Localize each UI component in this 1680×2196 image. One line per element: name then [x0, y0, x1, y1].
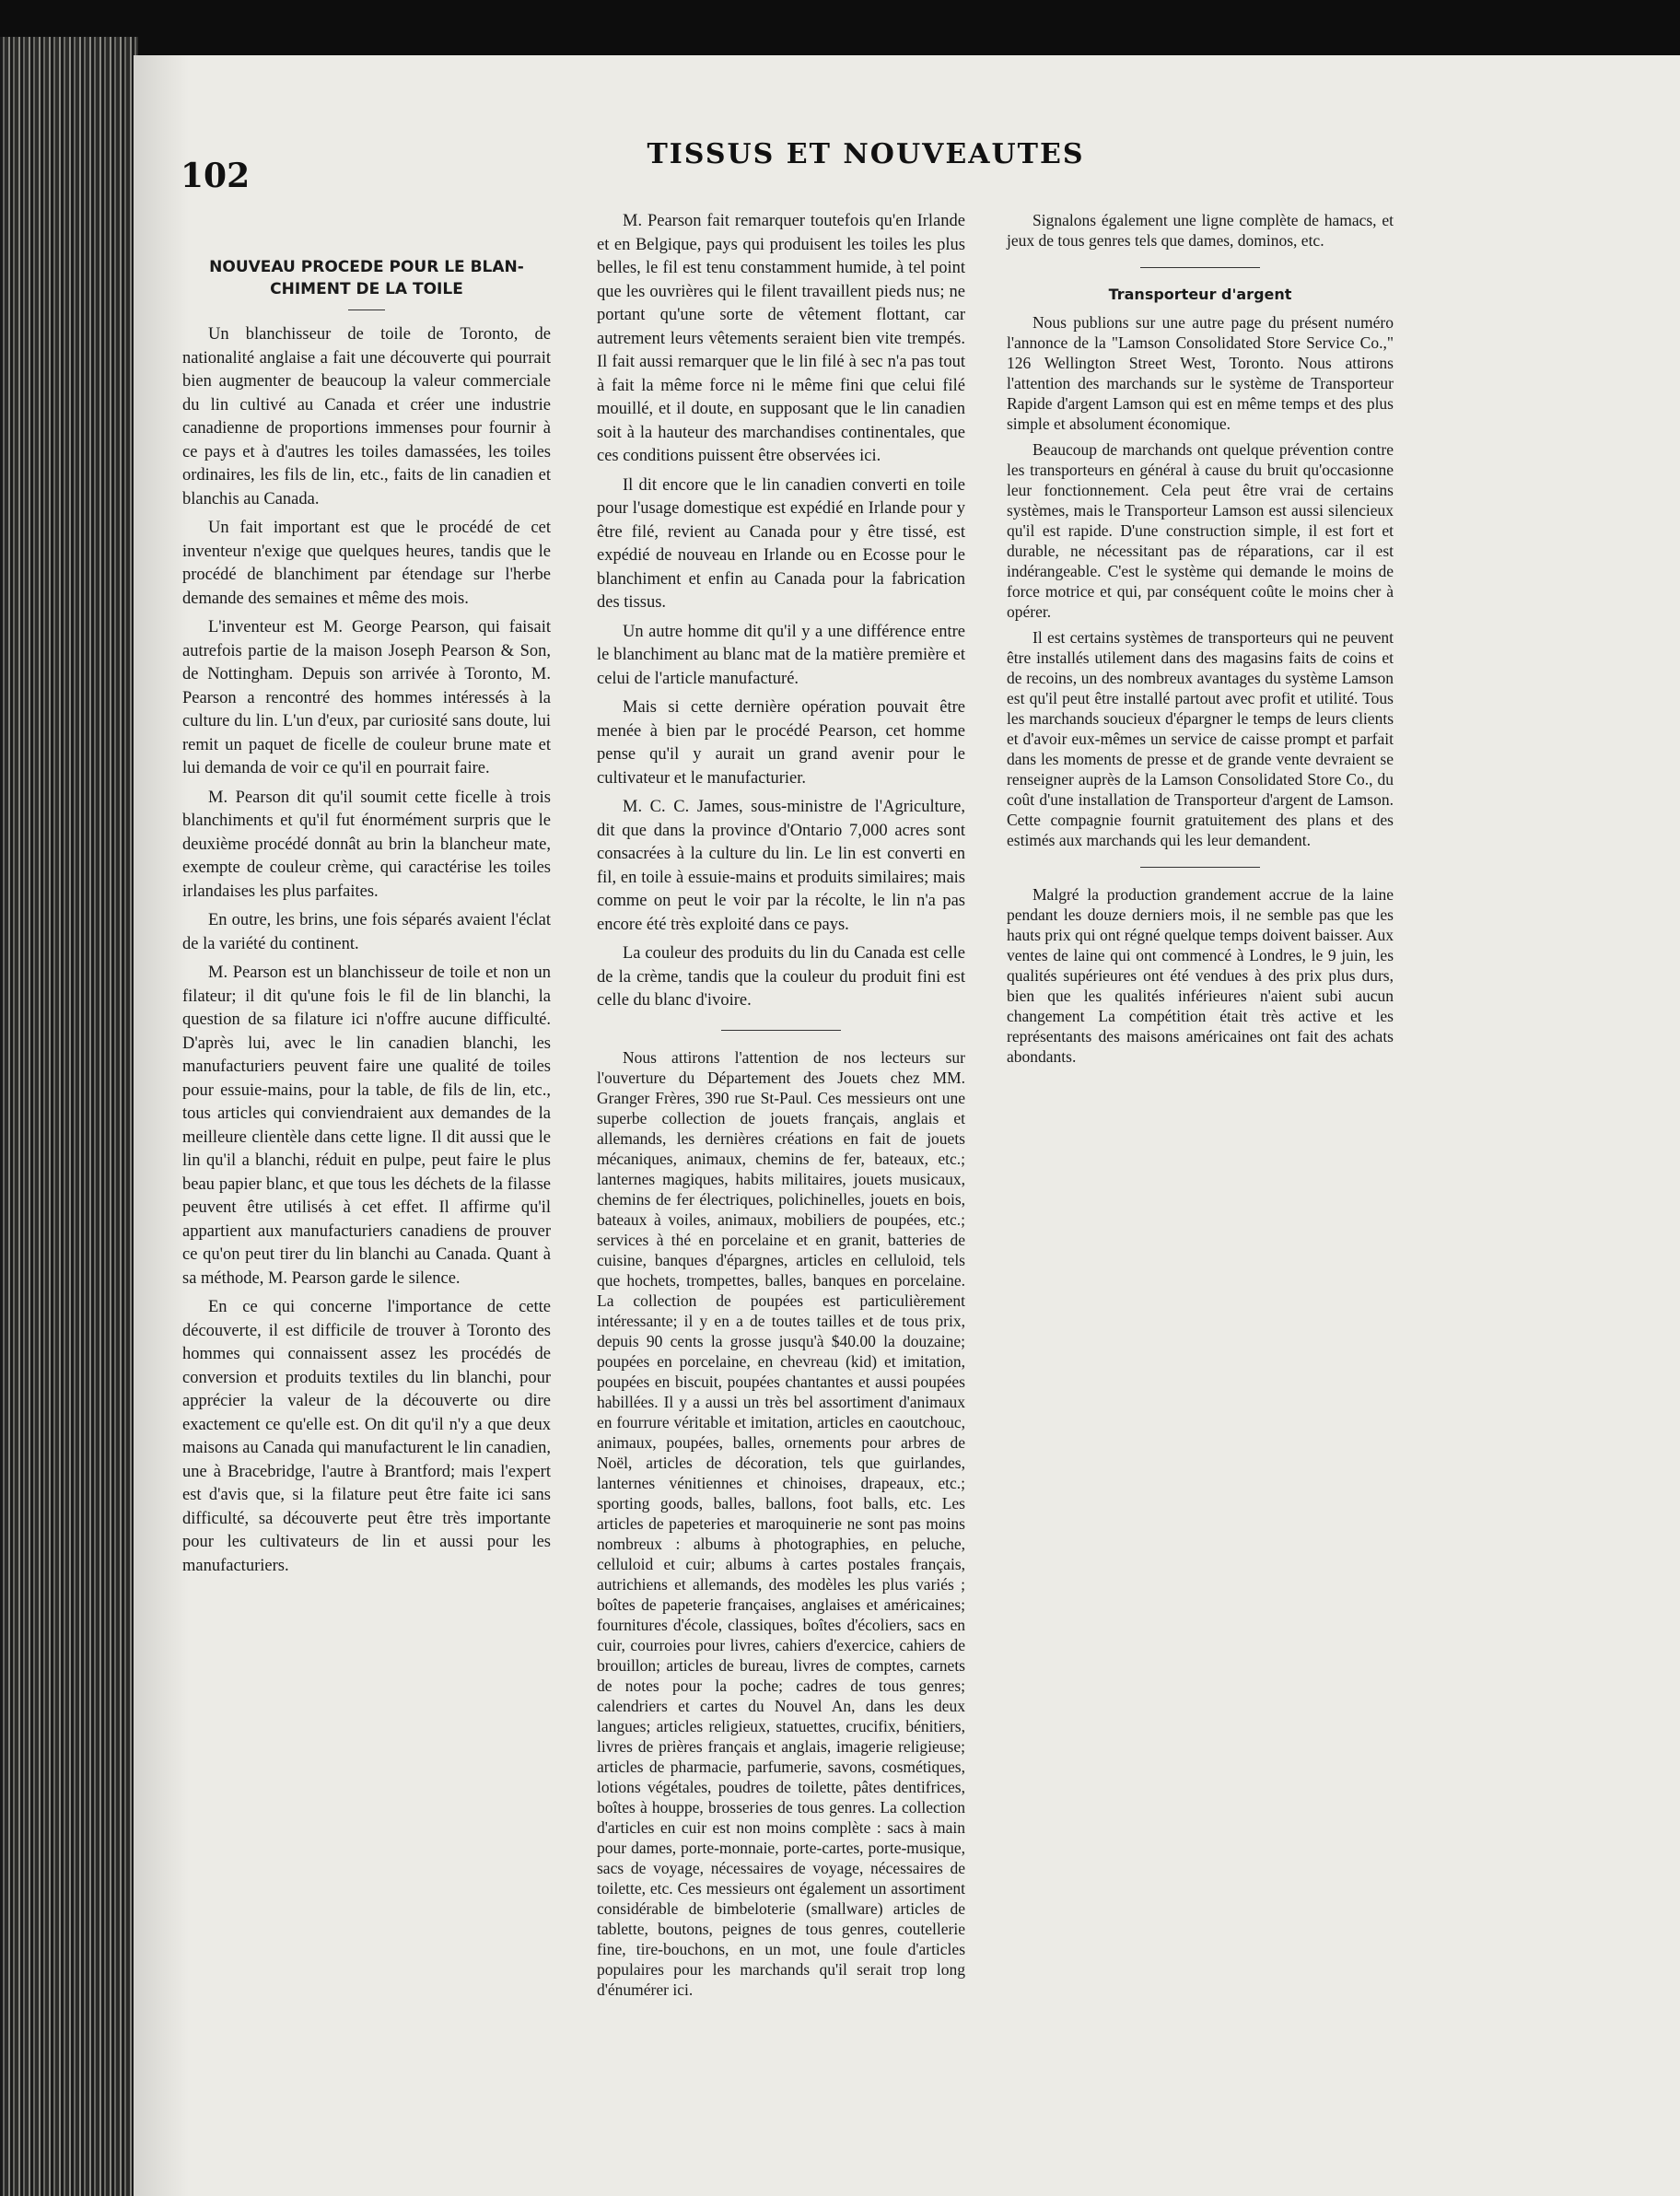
article2-paragraph: Nous attirons l'attention de nos lecteurs sur l'ouverture du Département des Jouets chez MM. Granger Frères, 390 rue St-Paul. Ces messieurs ont une superbe collection de jouets français, anglais et allemands, les dernières créations en fait de jouets mécaniques, animaux, chemins de fer, bateaux, etc.; lanternes magiques, habits militaires, jouets musicaux, chemins de fer électriques, polichinelles, jouets en bois, bateaux à voiles, animaux, mobiliers de poupées, etc.; services à thé en porcelaine et en granit, batteries de cuisine, banques d'épargnes, articles en celluloid, tels que hochets, trompettes, balles, banques en porcelaine. La collection de poupées est particulièrement intéressante; il y en a de toutes tailles et de tous prix, depuis 90 cents la grosse jusqu'à $40.00 la douzaine; poupées en porcelaine, en chevreau (kid) et imitation, poupées en biscuit, poupées chantantes et aussi poupées habillées. Il y a aussi un très bel assortiment d'animaux en fourrure véritable et imitation, articles en caoutchouc, animaux, poupées, balles, ornements pour arbres de Noël, articles de décoration, tels que guirlandes, lanternes vénitiennes et chinoises, drapeaux, etc.; sporting goods, balles, ballons, foot balls, etc. Les articles de papeteries et maroquinerie ne sont pas moins nombreux : albums à photographies, en peluche, celluloid et cuir; albums à cartes postales français, autrichiens et allemands, des modèles les plus variés ; boîtes de papeterie françaises, anglaises et américaines; fournitures d'école, classiques, boîtes d'écoliers, sacs en cuir, courroies pour livres, cahiers d'exercice, cahiers de brouillon; articles de bureau, livres de comptes, carnets de notes pour la poche; cadres de tous genres; calendriers et cartes du Nouvel An, dans les deux langues; articles religieux, statuettes, crucifix, bénitiers, livres de prières français et anglais, imagerie religieuse; articles de pharmacie, parfumerie, savons, cosmétiques, lotions végétales, poudres de toilette, pâtes dentifrices, boîtes à houppe, brosseries de tous genres. La collection d'articles en cuir est non moins complète : sacs à main pour dames, porte-monnaie, porte-cartes, porte-musique, sacs de voyage, nécessaires de voyage, nécessaires de toilette, etc. Ces messieurs ont également un assortiment considérable de bimbeloterie (smallware) articles de tablette, boutons, peignes de tous genres, coutellerie fine, tire-bouchons, en un mot, une foule d'articles populaires pour les marchands qu'il serait trop long d'énumérer ici.	[597, 1047, 965, 1999]
article3-title: Transporteur d'argent	[1108, 286, 1292, 303]
article3-paragraph: Nous publions sur une autre page du présent numéro l'annonce de la "Lamson Consolidated Store Service Co.," 126 Wellington Street West, Toronto. Nous attirons l'attention des marchands sur le système de Transporteur Rapide d'argent Lamson qui est en même temps et des plus simple et absolument économique.	[1007, 313, 1394, 433]
article1-paragraph: Un fait important est que le procédé de cet inventeur n'exige que quelques heures, tandis que le procédé de blanchiment par étendage sur l'herbe demande des semaines et même des mois.	[182, 519, 551, 608]
section-rule	[1140, 267, 1260, 268]
article1-paragraph: L'inventeur est M. George Pearson, qui faisait autrefois partie de la maison Joseph Pearson & Son, de Nottingham. Depuis son arrivée à Toronto, M. Pearson a rencontré des hommes intéressés à la culture du lin. L'un d'eux, par curiosité sans doute, lui remit un paquet de ficelle de couleur brune mate et lui demanda de voir ce qu'il en pourrait faire.	[182, 618, 551, 777]
article1-paragraph: La couleur des produits du lin du Canada est celle de la crème, tandis que la couleur du produit fini est celle du blanc d'ivoire.	[597, 944, 965, 1010]
page-number: 102	[181, 157, 251, 195]
column-3	[1007, 210, 1394, 1072]
running-title: TISSUS ET NOUVEAUTES	[647, 138, 1085, 170]
article1-paragraph: Un blanchisseur de toile de Toronto, de nationalité anglaise a fait une découverte qui pourrait bien augmenter de beaucoup la valeur commerciale du lin cultivé au Canada et créer une industrie canadienne de proportions immenses pour fournir à ce pays et à d'autres les toiles damassées, les toiles ordinaires, les fils de lin, etc., faits de lin canadien et blanchis au Canada.	[182, 325, 551, 508]
article3-paragraph: Il est certains systèmes de transporteurs qui ne peuvent être installés utilement dans des magasins faits de coins et de recoins, un des nombreux avantages du système Lamson est qu'il peut être installé partout avec profit et utilité. Tous les marchands soucieux d'épargner le temps de leurs clients et d'avoir eux-mêmes un service de caisse prompt et parfait dans les moments de presse et de grande vente devraient se renseigner auprès de la Lamson Consolidated Store Co., du coût d'une installation de Transporteur d'argent de Lamson. Cette compagnie fournit gratuitement des plans et des estimés aux marchands qui les leur demandent.	[1007, 628, 1394, 849]
article1-paragraph: M. C. C. James, sous-ministre de l'Agriculture, dit que dans la province d'Ontario 7,000 acres sont consacrées à la culture du lin. Le lin est converti en fil, en toile à essuie-mains et produits similaires; mais comme on peut le voir par la récolte, le lin n'a pas encore été très exploité dans ce pays.	[597, 798, 965, 934]
article1-paragraph: Il dit encore que le lin canadien converti en toile pour l'usage domestique est expédié en Irlande pour y être filé, revient au Canada pour y être tissé, est expédié de nouveau en Irlande ou en Ecosse pour le blanchiment et enfin au Canada pour la fabrication des tissus.	[597, 475, 965, 612]
article1-paragraph: Un autre homme dit qu'il y a une différence entre le blanchiment au blanc mat de la matière première et celui de l'article manufacturé.	[597, 622, 965, 688]
article1-paragraph: M. Pearson est un blanchisseur de toile et non un filateur; il dit qu'une fois le fil de lin blanchi, la question de sa filature ici n'offre aucune difficulté. D'après lui, avec le lin canadien blanchi, les manufacturiers peuvent faire une qualité de toiles pour essuie-mains, pour la table, de fils de lin, etc., tous articles qui conviendraient aux demandes de la meilleure clientèle dans cette ligne. Il dit aussi que le lin qu'il a blanchi, réduit en pulpe, peut faire le plus beau papier blanc, et que tous les déchets de la filasse peuvent être utilisés à cet effet. Il affirme qu'il appartient aux manufacturiers canadiens de prouver ce qu'on peut tirer du lin blanchi au Canada. Quant à sa méthode, M. Pearson garde le silence.	[182, 964, 551, 1288]
article1-paragraph: Mais si cette dernière opération pouvait être menée à bien par le procédé Pearson, cet homme pense qu'il y aurait un grand avenir pour le cultivateur et le manufacturier.	[597, 698, 965, 788]
article4-paragraph: Malgré la production grandement accrue de la laine pendant les douze derniers mois, il ne semble pas que les hauts prix qui ont régné quelque temps doivent baisser. Aux ventes de laine qui ont commencé à Londres, le 9 juin, les qualités supérieures ont été vendues à des prix plus durs, bien que les qualités inférieures n'aient subi aucun changement La compétition était très active et les représentants des maisons américaines ont fait des achats abondants.	[1007, 885, 1394, 1066]
article3-paragraph: Beaucoup de marchands ont quelque prévention contre les transporteurs en général à cause du bruit qu'occasionne leur fonctionnement. Cela peut être vrai de certains systèmes, mais le Transporteur Lamson est aussi silencieux qu'il est rapide. D'une construction simple, il est fort et durable, ne nécessitant pas de réparations, car il est indérangeable. C'est le système qui demande le moins de force motrice et qui, par conséquent coûte le moins cher à opérer.	[1007, 440, 1394, 621]
article1-title: NOUVEAU PROCEDE POUR LE BLAN-CHIMENT DE LA TOILE	[209, 258, 524, 298]
article1-paragraph: En ce qui concerne l'importance de cette découverte, il est difficile de trouver à Toronto des hommes qui connaissent assez les procédés de conversion et produits textiles du lin blanchi, pour apprécier la valeur de la découverte ou dire exactement ce qu'elle est. On dit qu'il n'y a que deux maisons au Canada qui manufacturent le lin canadien, une à Bracebridge, l'autre à Brantford; mais l'expert est d'avis que, si la filature peut être faite ici sans difficulté, sa découverte peut être très importante pour les cultivateurs de lin et aussi pour les manufacturiers.	[182, 1298, 551, 1575]
article1-paragraph: En outre, les brins, une fois séparés avaient l'éclat de la variété du continent.	[182, 911, 551, 953]
section-rule	[721, 1030, 841, 1031]
article2-paragraph: Signalons également une ligne complète de hamacs, et jeux de tous genres tels que dames, dominos, etc.	[1007, 211, 1394, 250]
column-1	[182, 247, 551, 1583]
column-2	[597, 210, 965, 2005]
book-page-edges	[0, 37, 138, 2196]
article1-paragraph: M. Pearson fait remarquer toutefois qu'en Irlande et en Belgique, pays qui produisent les toiles les plus belles, le fil est tenu constamment humide, à tel point que les ouvrières qui le filent travaillent pieds nus; ne portant qu'une sorte de vêtement flottant, car autrement leurs vêtements seraient bien vite trempés. Il fait aussi remarquer que le lin filé à sec n'a pas tout à fait la même force ni le même fini que celui filé mouillé, et il doute, en supposant que le lin canadien soit à la hauteur des marchandises continentales, que ces conditions puissent être observées ici.	[597, 212, 965, 465]
section-rule	[1140, 867, 1260, 868]
article1-paragraph: M. Pearson dit qu'il soumit cette ficelle à trois blanchiments et qu'il fut énormément surpris que le deuxième procédé donnât au brin la blancheur mate, exempte de couleur crème, qui caractérise les toiles irlandaises les plus parfaites.	[182, 788, 551, 901]
